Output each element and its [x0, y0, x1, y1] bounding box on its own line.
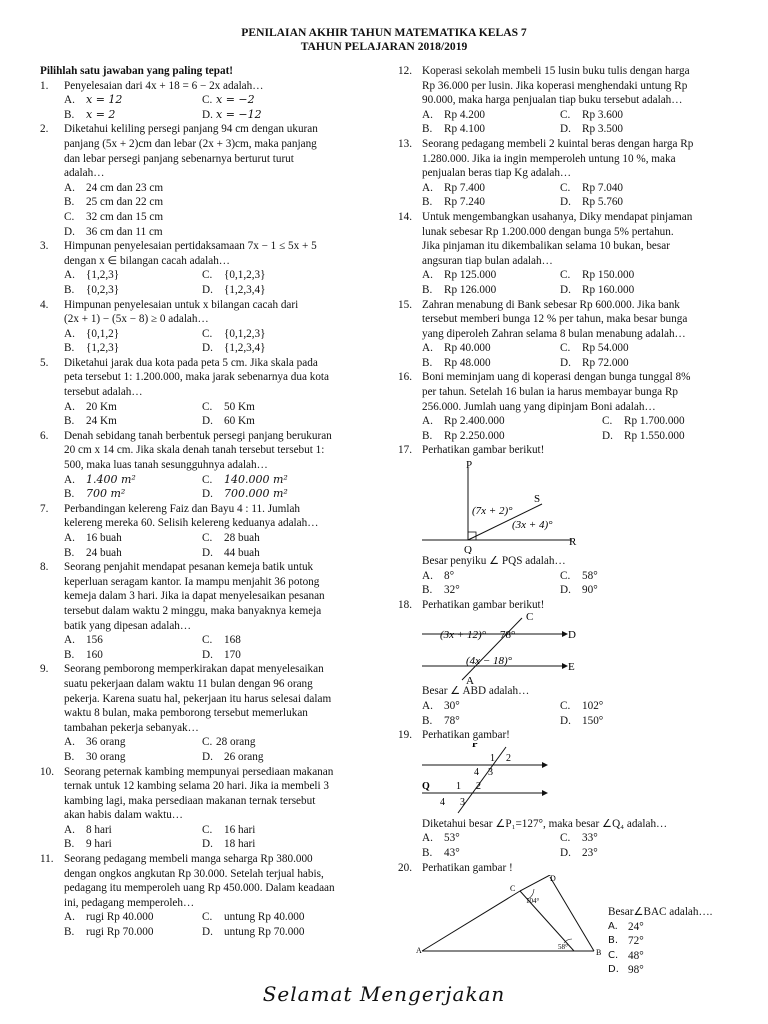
option-1b[interactable]: B. x = 2	[64, 107, 116, 121]
option-3c[interactable]: C. {0,1,2,3}	[202, 269, 266, 282]
question-9: 9. Seorang pemborong memperkirakan dapat menyelesaikan suatu pekerjaan dalam waktu 11 bulan dengan 96 orang pekerja. Karena suatu hal, pekerjaan itu harus selesai dalam waktu 8 bulan, maka pemborong tersebut memerlukan tambahan pekerja sebanyak…	[40, 663, 332, 734]
p-angle-1: 1	[490, 752, 495, 764]
option-9b[interactable]: B. 30 orang	[64, 750, 126, 763]
angle-label-2: (3x + 4)°	[512, 519, 553, 532]
exam-header	[0, 26, 768, 54]
option-5d[interactable]: D. 60 Km	[202, 415, 255, 428]
option-10b[interactable]: B. 9 hari	[64, 838, 112, 851]
option-11b[interactable]: B. rugi Rp 70.000	[64, 926, 154, 939]
point-c20: C	[510, 884, 516, 894]
option-19d[interactable]: D. 23°	[560, 846, 598, 859]
option-14d[interactable]: D. Rp 160.000	[560, 283, 635, 296]
option-15d[interactable]: D. Rp 72.000	[560, 356, 629, 369]
right-angle-mark	[468, 532, 476, 540]
option-11a[interactable]: A. rugi Rp 40.000	[64, 911, 154, 924]
option-18b[interactable]: B. 78°	[422, 714, 460, 727]
question-16: 16. Boni meminjam uang di koperasi dengan bunga tunggal 8% per tahun. Setelah 16 bulan ia harus membayar bunga Rp 256.000. Jumlah uang yang dipinjam Boni adalah…	[398, 371, 691, 413]
angle-label-1: (7x + 2)°	[472, 505, 513, 518]
angle-label-20a: 104°	[526, 897, 540, 906]
point-d: D	[568, 629, 576, 642]
option-12c[interactable]: C. Rp 3.600	[560, 108, 624, 121]
option-11d[interactable]: D. untung Rp 70.000	[202, 926, 305, 939]
option-9d[interactable]: D. 26 orang	[202, 750, 264, 763]
figure-17	[422, 458, 740, 554]
transversal-19	[458, 747, 506, 813]
question-19: 19. Perhatikan gambar!	[398, 729, 510, 742]
options-7	[64, 531, 380, 560]
option-5a[interactable]: A. 20 Km	[64, 400, 117, 413]
option-6d[interactable]: D. 700.000 m²	[202, 487, 288, 501]
option-2b[interactable]: B. 25 cm dan 22 cm	[64, 196, 164, 209]
question-3: 3. Himpunan penyelesaian pertidaksamaan 7x − 1 ≤ 5x + 5 dengan x ∈ bilangan cacah adalah…	[40, 240, 317, 267]
option-7d[interactable]: D. 44 buah	[202, 546, 260, 559]
point-a: A	[466, 675, 474, 685]
option-3a[interactable]: A. {1,2,3}	[64, 269, 120, 282]
option-4c[interactable]: C. {0,1,2,3}	[202, 327, 266, 340]
option-19b[interactable]: B. 43°	[422, 846, 460, 859]
instruction: Pilihlah satu jawaban yang paling tepat!	[40, 65, 234, 77]
triangle-diagram-20	[398, 875, 608, 955]
options-10	[64, 823, 380, 852]
question-4: 4. Himpunan penyelesaian untuk x bilangan cacah dari (2x + 1) − (5x − 8) ≥ 0 adalah…	[40, 298, 299, 326]
question-12: 12. Koperasi sekolah membeli 15 lusin buku tulis dengan harga Rp 36.000 per lusin. Jika koperasi menghendaki untung Rp 90.000, maka harga penjualan tiap buku tersebut adalah…	[398, 65, 690, 107]
footer-signature: Selamat Mengerjakan	[262, 982, 506, 1006]
point-a20: A	[416, 946, 422, 956]
q-angle-4: 4	[440, 796, 445, 808]
option-20c[interactable]: C. 48°	[608, 949, 644, 962]
question-18: 18. Perhatikan gambar berikut!	[398, 598, 545, 611]
question-18-prompt: Besar ∠ ABD adalah…	[422, 685, 530, 698]
option-6a[interactable]: A. 1.400 m²	[64, 472, 136, 486]
option-20b[interactable]: B. 72°	[608, 935, 644, 948]
option-15c[interactable]: C. Rp 54.000	[560, 342, 629, 355]
p-angle-4: 4	[474, 766, 479, 778]
right-column	[398, 64, 740, 955]
angle-diagram-17	[422, 458, 602, 554]
q-angle-2: 2	[476, 780, 481, 792]
left-column	[40, 64, 380, 940]
option-18d[interactable]: D. 150°	[560, 714, 604, 727]
options-15	[422, 341, 740, 370]
option-1a[interactable]: A. x = 12	[64, 93, 123, 107]
option-16c[interactable]: C. Rp 1.700.000	[602, 415, 685, 428]
option-18c[interactable]: C. 102°	[560, 700, 604, 712]
option-8c[interactable]: C. 168	[202, 634, 241, 647]
question-20: 20. Perhatikan gambar !	[398, 861, 513, 874]
options-16	[422, 414, 740, 443]
options-8	[64, 633, 380, 662]
angle-label-18b: (4x − 18)°	[466, 655, 513, 668]
question-8: 8. Seorang penjahit mendapat pesanan kemeja batik untuk keperluan seragam kantor. Ia mampu menjahit 36 potong kemeja dalam 3 hari. Jika ia dapat menyelesaikan pesanan tersebut dalam waktu 2 minggu, maka banyaknya kemeja batik yang dipesan adalah…	[40, 561, 325, 632]
point-b: 78°	[500, 629, 516, 642]
angle-label-18a: (3x + 12)°	[440, 629, 487, 642]
option-14b[interactable]: B. Rp 126.000	[422, 283, 497, 296]
option-3b[interactable]: B. {0,2,3}	[64, 283, 120, 296]
option-3d[interactable]: D. {1,2,3,4}	[202, 283, 266, 296]
option-9a[interactable]: A. 36 orang	[64, 736, 126, 749]
question-14: 14. Untuk mengembangkan usahanya, Diky mendapat pinjaman lunak sebesar Rp 1.200.000 dengan bunga 5% pertahun. Jika pinjaman itu dikembalikan selama 10 bukan, besar angsuran tiap bulan adalah…	[398, 210, 693, 267]
option-12b[interactable]: B. Rp 4.100	[422, 123, 486, 136]
option-6b[interactable]: B. 700 m²	[64, 487, 126, 501]
option-17c[interactable]: C. 58°	[560, 569, 598, 582]
q-angle-1: 1	[456, 780, 461, 792]
point-q: Q	[464, 544, 472, 555]
option-17d[interactable]: D. 90°	[560, 584, 598, 597]
option-20a[interactable]: A. 24°	[608, 920, 644, 933]
options-6	[64, 473, 380, 502]
option-20d[interactable]: D. 98°	[608, 964, 644, 977]
option-2d[interactable]: D. 36 cm dan 11 cm	[64, 225, 163, 238]
point-s: S	[534, 493, 541, 506]
point-p19: P	[472, 742, 479, 750]
q-angle-3: 3	[460, 796, 465, 808]
options-3	[64, 268, 380, 297]
option-13d[interactable]: D. Rp 5.760	[560, 196, 624, 209]
option-4a[interactable]: A. {0,1,2}	[64, 327, 120, 340]
option-10c[interactable]: C. 16 hari	[202, 823, 256, 836]
option-16d[interactable]: D. Rp 1.550.000	[602, 429, 685, 442]
option-12d[interactable]: D. Rp 3.500	[560, 123, 624, 136]
option-19a[interactable]: A. 53°	[422, 832, 460, 845]
option-13b[interactable]: B. Rp 7.240	[422, 196, 486, 209]
options-13	[422, 181, 740, 210]
options-9	[64, 735, 380, 764]
point-d20: D	[550, 875, 556, 884]
point-p: P	[466, 459, 473, 472]
point-c: C	[526, 612, 534, 624]
figure-18	[422, 612, 740, 684]
line-db	[550, 877, 594, 951]
options-2	[64, 181, 380, 239]
option-5b[interactable]: B. 24 Km	[64, 415, 117, 428]
angle-label-20b: 58°	[558, 943, 568, 952]
option-13c[interactable]: C. Rp 7.040	[560, 181, 624, 194]
option-15b[interactable]: B. Rp 48.000	[422, 356, 491, 369]
option-10a[interactable]: A. 8 hari	[64, 823, 112, 836]
option-10d[interactable]: D. 18 hari	[202, 838, 256, 851]
question-17-prompt: Besar penyiku ∠ PQS adalah…	[422, 555, 566, 568]
question-17: 17. Perhatikan gambar berikut!	[398, 444, 545, 457]
question-15: 15. Zahran menabung di Bank sebesar Rp 600.000. Jika bank tersebut memberi bunga 12 % per tahun, maka besar bunga yang diperoleh Zahran selama 8 bulan menabung adalah…	[398, 298, 688, 340]
option-9c[interactable]: C. 28 orang	[202, 736, 256, 749]
line-cd-ext	[520, 875, 550, 891]
option-2c[interactable]: C. 32 cm dan 15 cm	[64, 210, 164, 223]
p-angle-2: 2	[506, 752, 511, 764]
options-18	[422, 699, 740, 728]
point-e: E	[568, 661, 575, 674]
option-14a[interactable]: A. Rp 125.000	[422, 269, 497, 282]
options-5	[64, 400, 380, 429]
option-17a[interactable]: A. 8°	[422, 569, 455, 582]
option-12a[interactable]: A. Rp 4.200	[422, 108, 486, 121]
point-r: R	[569, 536, 577, 549]
options-14	[422, 268, 740, 297]
exam-title: PENILAIAN AKHIR TAHUN MATEMATIKA KELAS 7	[241, 26, 527, 39]
options-1	[64, 93, 380, 122]
question-11: 11. Seorang pedagang membeli manga seharga Rp 380.000 dengan ongkos angkutan Rp 30.000. Setelah terjual habis, pedagang itu memperoleh uang Rp 450.000. Dalam keadaan ini, pedagang memperoleh…	[40, 853, 335, 909]
options-19	[422, 831, 740, 860]
option-16b[interactable]: B. Rp 2.250.000	[422, 429, 505, 442]
option-19c[interactable]: C. 33°	[560, 832, 598, 845]
option-18a[interactable]: A. 30°	[422, 700, 460, 712]
question-20-side	[608, 905, 748, 978]
options-11	[64, 910, 380, 939]
options-17	[422, 569, 740, 598]
question-1: 1. Penyelesaian dari 4x + 18 = 6 − 2x adalah…	[40, 79, 264, 92]
option-13a[interactable]: A. Rp 7.400	[422, 181, 486, 194]
option-8b[interactable]: B. 160	[64, 648, 103, 661]
figure-19	[422, 743, 740, 817]
question-5: 5. Diketahui jarak dua kota pada peta 5 cm. Jika skala pada peta tersebut 1: 1.200.000, maka jarak sebenarnya dua kota tersebut adalah…	[40, 356, 329, 399]
line-ac	[422, 891, 520, 951]
option-5c[interactable]: C. 50 Km	[202, 400, 255, 413]
option-4d[interactable]: D. {1,2,3,4}	[202, 342, 266, 355]
option-11c[interactable]: C. untung Rp 40.000	[202, 911, 305, 924]
point-b20: B	[596, 948, 602, 956]
option-6c[interactable]: C. 140.000 m²	[202, 472, 288, 486]
options-4	[64, 327, 380, 356]
option-8d[interactable]: D. 170	[202, 648, 241, 661]
question-7: 7. Perbandingan kelereng Faiz dan Bayu 4 : 11. Jumlah kelereng mereka 60. Selisih kelereng keduanya adalah…	[40, 502, 319, 530]
option-15a[interactable]: A. Rp 40.000	[422, 342, 491, 355]
option-4b[interactable]: B. {1,2,3}	[64, 342, 120, 355]
option-14c[interactable]: C. Rp 150.000	[560, 269, 635, 282]
option-7c[interactable]: C. 28 buah	[202, 532, 260, 544]
question-13: 13. Seorang pedagang membeli 2 kuintal beras dengan harga Rp 1.280.000. Jika ia ingin memperoleh untung 10 %, maka penjualan beras tiap Kg adalah…	[398, 137, 694, 180]
option-8a[interactable]: A. 156	[64, 634, 103, 647]
options-12	[422, 108, 740, 137]
option-7b[interactable]: B. 24 buah	[64, 546, 122, 559]
parallel-lines-diagram-18	[422, 612, 602, 684]
option-7a[interactable]: A. 16 buah	[64, 532, 122, 544]
option-16a[interactable]: A. Rp 2.400.000	[422, 415, 505, 428]
transversal-ac	[462, 618, 522, 680]
exam-year: TAHUN PELAJARAN 2018/2019	[300, 40, 468, 53]
parallel-lines-diagram-19	[422, 743, 602, 817]
option-1d[interactable]: D. x = −12	[202, 107, 262, 121]
point-q19: Q	[422, 780, 430, 792]
question-19-prompt: Diketahui besar ∠P₁=127°, maka besar ∠Q₄ adalah…	[422, 817, 668, 830]
question-2: 2. Diketahui keliling persegi panjang 94 cm dengan ukuran panjang (5x + 2)cm dan lebar (2x + 3)cm, maka panjang dan lebar persegi panjang sebenarnya berturut turut adalah…	[40, 123, 318, 180]
option-1c[interactable]: C. x = −2	[202, 93, 255, 107]
question-6: 6. Denah sebidang tanah berbentuk persegi panjang berukuran 20 cm x 14 cm. Jika skala denah tanah tersebut tersebut 1: 500, maka luas tanah sesungguhnya adalah…	[40, 429, 332, 472]
p-angle-3: 3	[488, 766, 493, 778]
question-20-prompt: Besar∠BAC adalah….	[608, 906, 713, 918]
option-17b[interactable]: B. 32°	[422, 584, 460, 597]
option-2a[interactable]: A. 24 cm dan 23 cm	[64, 181, 164, 194]
question-10: 10. Seorang peternak kambing mempunyai persediaan makanan ternak untuk 12 kambing selama 20 hari. Jika ia membeli 3 kambing lagi, maka persediaan makanan ternak tersebut akan habis dalam waktu…	[40, 765, 334, 822]
